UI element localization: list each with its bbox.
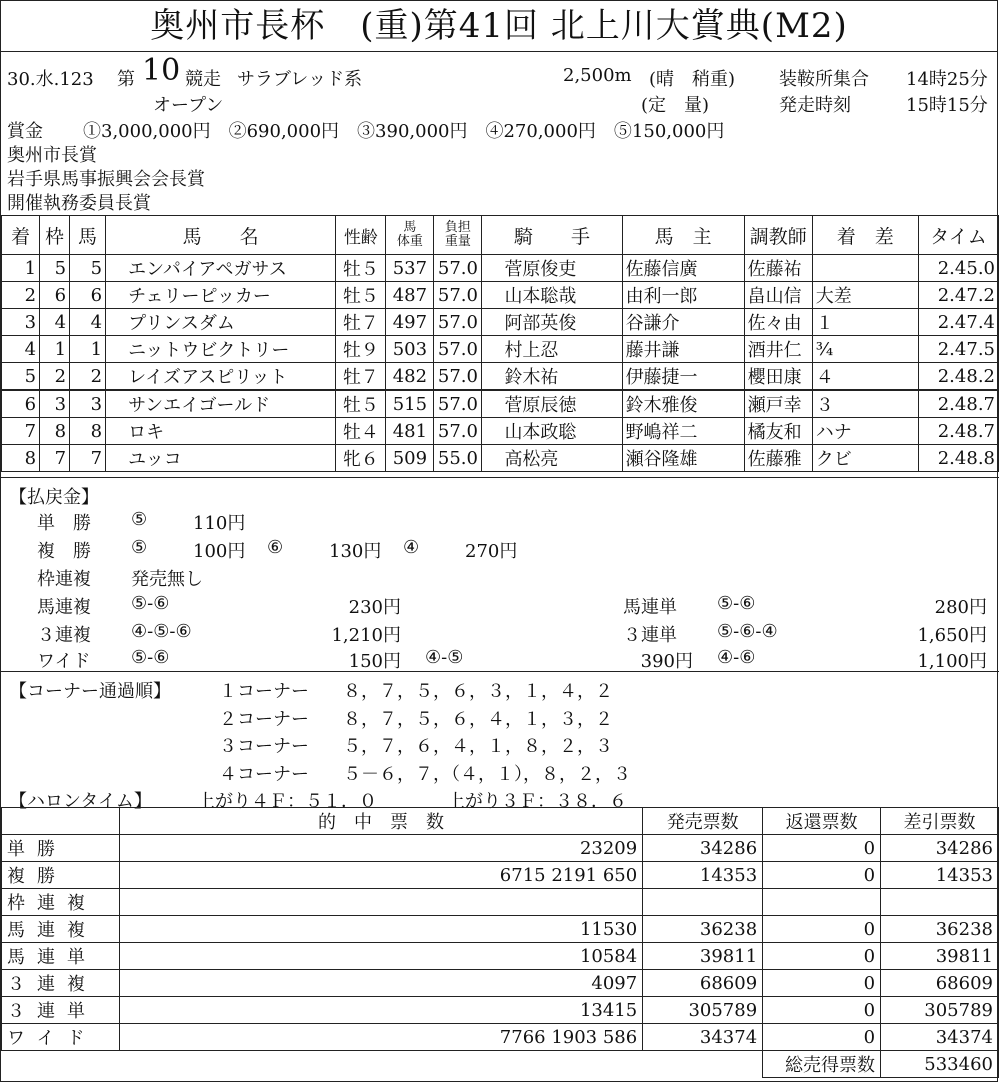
result-owner: 伊藤捷一	[622, 363, 744, 391]
result-sexage: 牡５	[336, 255, 386, 282]
result-time: 2.47.2	[918, 282, 998, 309]
votes-header-row	[2, 808, 999, 835]
result-time: 2.45.0	[918, 255, 998, 282]
header-owner: 馬 主	[622, 216, 744, 255]
header-margin: 着 差	[812, 216, 918, 255]
umaren-combo: ⑤-⑥	[131, 593, 170, 614]
race-suffix: 競走	[185, 69, 221, 90]
fukusho-combo-1: ⑤	[131, 537, 148, 558]
result-row	[2, 255, 999, 282]
result-jockey: 高松亮	[482, 445, 622, 472]
header-burden-1: 負担	[444, 220, 471, 235]
result-rank: 4	[2, 336, 40, 363]
tansho-amount: 110円	[193, 513, 246, 534]
votes-net: 14353	[881, 862, 999, 889]
umatan-label: 馬連単	[623, 597, 677, 618]
votes-hit: 4097	[119, 970, 642, 997]
result-burden: 55.0	[434, 445, 482, 472]
votes-sold: 14353	[643, 862, 763, 889]
header-name: 馬 名	[106, 216, 336, 255]
race-number: 10	[142, 53, 181, 88]
votes-sold: 305789	[643, 997, 763, 1024]
result-row	[2, 336, 999, 363]
result-frame: 3	[40, 390, 70, 418]
result-jockey: 菅原俊吏	[482, 255, 622, 282]
result-jockey: 鈴木祐	[482, 363, 622, 391]
votes-net: 36238	[881, 916, 999, 943]
votes-header-hit: 的 中 票 数	[119, 808, 642, 835]
result-num: 7	[70, 445, 106, 472]
result-margin: １	[812, 309, 918, 336]
assemble-time: 14時25分	[906, 69, 988, 90]
result-owner: 藤井謙	[622, 336, 744, 363]
race-weather: (晴 稍重)	[649, 69, 736, 90]
votes-sold: 39811	[643, 943, 763, 970]
votes-hit: 23209	[119, 835, 642, 862]
corner-1-label: １コーナー	[219, 681, 309, 702]
votes-hit: 13415	[119, 997, 642, 1024]
result-sexage: 牡５	[336, 390, 386, 418]
votes-sold: 34286	[643, 835, 763, 862]
result-weight: 515	[386, 390, 434, 418]
result-name: ユッコ	[106, 445, 336, 472]
votes-refund: 0	[763, 916, 881, 943]
sanrenpuku-amount: 1,210円	[331, 625, 401, 646]
result-name: ニットウビクトリー	[106, 336, 336, 363]
corner-4-label: ４コーナー	[219, 764, 309, 785]
result-rank: 1	[2, 255, 40, 282]
result-margin: ハナ	[812, 418, 918, 445]
votes-total-row	[2, 1051, 999, 1078]
award-2: 岩手県馬事振興会会長賞	[7, 169, 205, 190]
result-burden: 57.0	[434, 363, 482, 391]
result-num: 1	[70, 336, 106, 363]
fukusho-label: 複 勝	[37, 541, 91, 562]
votes-label: 枠連複	[2, 889, 120, 916]
votes-hit: 10584	[119, 943, 642, 970]
result-trainer: 瀬戸幸	[744, 390, 812, 418]
result-name: プリンスダム	[106, 309, 336, 336]
result-sexage: 牝６	[336, 445, 386, 472]
header-weight	[386, 216, 434, 255]
result-frame: 1	[40, 336, 70, 363]
result-sexage: 牡７	[336, 309, 386, 336]
votes-sold	[643, 889, 763, 916]
assemble-label: 装鞍所集合	[779, 69, 869, 90]
divider	[1, 477, 999, 478]
result-jockey: 菅原辰徳	[482, 390, 622, 418]
result-name: チェリーピッカー	[106, 282, 336, 309]
result-burden: 57.0	[434, 309, 482, 336]
header-weight-2: 体重	[396, 234, 423, 249]
header-num: 馬	[70, 216, 106, 255]
result-frame: 7	[40, 445, 70, 472]
result-weight: 487	[386, 282, 434, 309]
corner-1-order: ８，７，５，６，３，１，４，２	[343, 681, 613, 702]
prize-label: 賞金	[7, 121, 43, 142]
votes-table	[1, 807, 999, 1078]
race-breed: サラブレッド系	[237, 69, 363, 90]
results-header-row	[2, 216, 999, 255]
result-margin: ¾	[812, 336, 918, 363]
wide-amount-1: 150円	[348, 651, 401, 672]
votes-header-net: 差引票数	[881, 808, 999, 835]
result-jockey: 村上忍	[482, 336, 622, 363]
votes-label: 馬連複	[2, 916, 120, 943]
votes-row	[2, 862, 999, 889]
votes-refund: 0	[763, 943, 881, 970]
result-row	[2, 418, 999, 445]
corner-2-label: ２コーナー	[219, 709, 309, 730]
wide-combo-3: ④-⑥	[717, 647, 756, 668]
votes-label: ワイド	[2, 1024, 120, 1051]
votes-label: ３連単	[2, 997, 120, 1024]
result-burden: 57.0	[434, 390, 482, 418]
result-burden: 57.0	[434, 418, 482, 445]
header-rank: 着	[2, 216, 40, 255]
result-sexage: 牡４	[336, 418, 386, 445]
result-time: 2.48.7	[918, 390, 998, 418]
votes-refund: 0	[763, 835, 881, 862]
result-name: レイズアスピリット	[106, 363, 336, 391]
fukusho-combo-3: ④	[403, 537, 420, 558]
votes-hit: 7766 1903 586	[119, 1024, 642, 1051]
votes-net: 305789	[881, 997, 999, 1024]
result-sexage: 牡７	[336, 363, 386, 391]
result-rank: 2	[2, 282, 40, 309]
votes-net: 34374	[881, 1024, 999, 1051]
result-frame: 2	[40, 363, 70, 391]
votes-sold: 34374	[643, 1024, 763, 1051]
header-burden	[434, 216, 482, 255]
votes-row	[2, 889, 999, 916]
votes-refund	[763, 889, 881, 916]
votes-row	[2, 835, 999, 862]
result-time: 2.47.5	[918, 336, 998, 363]
header-trainer: 調教師	[744, 216, 812, 255]
wide-combo-2: ④-⑤	[425, 647, 464, 668]
award-3: 開催執務委員長賞	[7, 193, 151, 214]
result-rank: 8	[2, 445, 40, 472]
furlong-header: 【ハロンタイム】	[9, 791, 152, 812]
result-num: 2	[70, 363, 106, 391]
furlong-last4: 上がり４Ｆ：５１．０	[197, 791, 377, 812]
result-frame: 4	[40, 309, 70, 336]
votes-refund: 0	[763, 997, 881, 1024]
result-rank: 5	[2, 363, 40, 391]
payout-header: 【払戻金】	[9, 487, 99, 508]
result-margin: 大差	[812, 282, 918, 309]
result-trainer: 畠山信	[744, 282, 812, 309]
result-num: 8	[70, 418, 106, 445]
results-table	[1, 215, 999, 472]
result-trainer: 橘友和	[744, 418, 812, 445]
corner-header: 【コーナー通過順】	[9, 681, 171, 702]
votes-net: 68609	[881, 970, 999, 997]
result-margin: ３	[812, 390, 918, 418]
result-time: 2.48.2	[918, 363, 998, 391]
votes-row	[2, 997, 999, 1024]
start-time: 15時15分	[906, 95, 988, 116]
result-rank: 7	[2, 418, 40, 445]
result-weight: 497	[386, 309, 434, 336]
votes-row	[2, 970, 999, 997]
result-weight: 482	[386, 363, 434, 391]
wide-amount-2: 390円	[640, 651, 693, 672]
votes-hit: 11530	[119, 916, 642, 943]
result-frame: 6	[40, 282, 70, 309]
votes-refund: 0	[763, 1024, 881, 1051]
result-weight: 481	[386, 418, 434, 445]
fukusho-combo-2: ⑥	[267, 537, 284, 558]
votes-row	[2, 916, 999, 943]
result-jockey: 阿部英俊	[482, 309, 622, 336]
votes-sold: 68609	[643, 970, 763, 997]
result-time: 2.48.7	[918, 418, 998, 445]
race-date: 30.水.123	[7, 69, 94, 90]
votes-header-blank	[2, 808, 120, 835]
result-trainer: 佐藤雅	[744, 445, 812, 472]
header-time: タイム	[918, 216, 998, 255]
result-time: 2.48.8	[918, 445, 998, 472]
header-burden-2: 重量	[444, 234, 471, 249]
result-rank: 6	[2, 390, 40, 418]
sanrentan-label: ３連単	[623, 625, 677, 646]
result-margin	[812, 255, 918, 282]
result-owner: 谷謙介	[622, 309, 744, 336]
sanrentan-combo: ⑤-⑥-④	[717, 621, 778, 642]
result-sexage: 牡９	[336, 336, 386, 363]
umaren-amount: 230円	[348, 597, 401, 618]
divider	[1, 671, 999, 672]
race-class: オープン	[153, 95, 224, 116]
result-weight: 503	[386, 336, 434, 363]
result-rank: 3	[2, 309, 40, 336]
votes-net: 39811	[881, 943, 999, 970]
result-row	[2, 363, 999, 391]
votes-row	[2, 1024, 999, 1051]
result-burden: 57.0	[434, 336, 482, 363]
furlong-last3: 上がり３Ｆ：３８．６	[447, 791, 627, 812]
result-name: サンエイゴールド	[106, 390, 336, 418]
result-frame: 5	[40, 255, 70, 282]
result-owner: 佐藤信廣	[622, 255, 744, 282]
votes-hit	[119, 889, 642, 916]
result-trainer: 酒井仁	[744, 336, 812, 363]
result-trainer: 櫻田康	[744, 363, 812, 391]
votes-row	[2, 943, 999, 970]
result-num: 5	[70, 255, 106, 282]
corner-3-order: ５，７，６，４，１，８，２，３	[343, 736, 613, 757]
umaren-label: 馬連複	[37, 597, 91, 618]
fukusho-amount-2: 130円	[329, 541, 382, 562]
sanrenpuku-label: ３連複	[37, 625, 91, 646]
votes-refund: 0	[763, 862, 881, 889]
award-1: 奥州市長賞	[7, 145, 97, 166]
corner-3-label: ３コーナー	[219, 736, 309, 757]
header-sexage: 性齢	[336, 216, 386, 255]
result-owner: 野嶋祥二	[622, 418, 744, 445]
result-frame: 8	[40, 418, 70, 445]
corner-2-order: ８，７，５，６，４，１，３，２	[343, 709, 613, 730]
corner-4-order: ５－６，７，（４，１），８，２，３	[343, 764, 631, 785]
result-num: 4	[70, 309, 106, 336]
votes-hit: 6715 2191 650	[119, 862, 642, 889]
start-label: 発走時刻	[779, 95, 851, 116]
wide-combo-1: ⑤-⑥	[131, 647, 170, 668]
sanrentan-amount: 1,650円	[917, 625, 987, 646]
result-weight: 509	[386, 445, 434, 472]
header-jockey: 騎 手	[482, 216, 622, 255]
header-weight-1: 馬	[403, 220, 417, 235]
votes-header-sold: 発売票数	[643, 808, 763, 835]
result-num: 6	[70, 282, 106, 309]
votes-label: 馬連単	[2, 943, 120, 970]
umatan-combo: ⑤-⑥	[717, 593, 756, 614]
result-owner: 鈴木雅俊	[622, 390, 744, 418]
prize-amounts: ①3,000,000円 ②690,000円 ③390,000円 ④270,000円 ⑤150,000円	[83, 121, 725, 142]
result-name: ロキ	[106, 418, 336, 445]
result-num: 3	[70, 390, 106, 418]
result-weight: 537	[386, 255, 434, 282]
wide-amount-3: 1,100円	[917, 651, 987, 672]
wide-label: ワイド	[37, 651, 91, 672]
votes-sold: 36238	[643, 916, 763, 943]
votes-net	[881, 889, 999, 916]
votes-total: 533460	[881, 1051, 999, 1078]
result-row	[2, 445, 999, 472]
wakuren-value: 発売無し	[131, 569, 203, 590]
votes-label: 単勝	[2, 835, 120, 862]
result-sexage: 牡５	[336, 282, 386, 309]
result-burden: 57.0	[434, 255, 482, 282]
umatan-amount: 280円	[934, 597, 987, 618]
result-trainer: 佐々由	[744, 309, 812, 336]
tansho-combo: ⑤	[131, 509, 148, 530]
header-frame: 枠	[40, 216, 70, 255]
result-name: エンパイアペガサス	[106, 255, 336, 282]
result-jockey: 山本政聡	[482, 418, 622, 445]
votes-net: 34286	[881, 835, 999, 862]
race-prefix: 第	[117, 69, 135, 90]
votes-total-label: 総売得票数	[763, 1051, 881, 1078]
result-owner: 瀬谷隆雄	[622, 445, 744, 472]
result-margin: ４	[812, 363, 918, 391]
result-margin: クビ	[812, 445, 918, 472]
page-title: 奥州市長杯 (重)第41回 北上川大賞典(M2)	[1, 1, 997, 52]
fukusho-amount-3: 270円	[465, 541, 518, 562]
wakuren-label: 枠連複	[37, 569, 91, 590]
result-trainer: 佐藤祐	[744, 255, 812, 282]
race-weight-rule: (定 量)	[641, 95, 710, 116]
result-owner: 由利一郎	[622, 282, 744, 309]
votes-header-refund: 返還票数	[763, 808, 881, 835]
votes-refund: 0	[763, 970, 881, 997]
result-row	[2, 309, 999, 336]
result-row	[2, 282, 999, 309]
fukusho-amount-1: 100円	[193, 541, 246, 562]
votes-label: 複勝	[2, 862, 120, 889]
tansho-label: 単 勝	[37, 513, 91, 534]
votes-label: ３連複	[2, 970, 120, 997]
result-time: 2.47.4	[918, 309, 998, 336]
result-jockey: 山本聡哉	[482, 282, 622, 309]
race-distance: 2,500m	[563, 65, 632, 86]
result-burden: 57.0	[434, 282, 482, 309]
sanrenpuku-combo: ④-⑤-⑥	[131, 621, 192, 642]
result-row	[2, 390, 999, 418]
